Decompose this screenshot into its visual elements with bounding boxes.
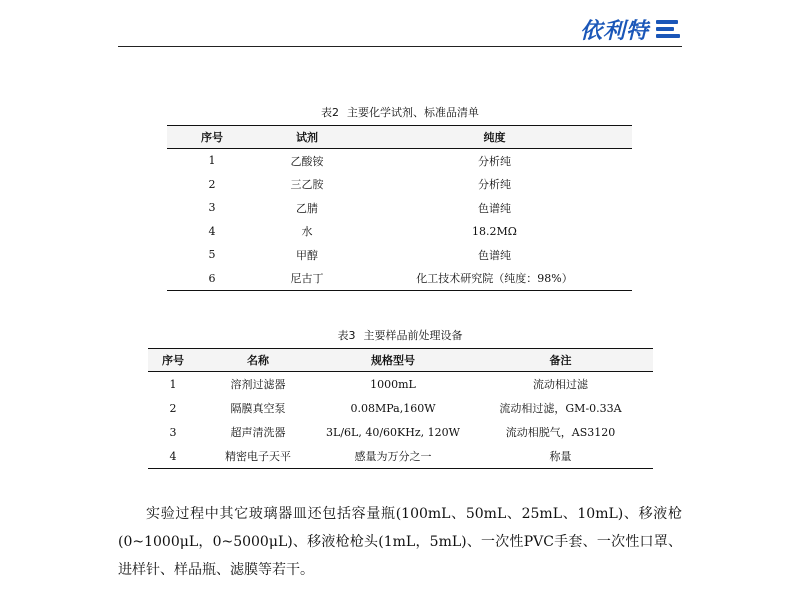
table-cell: 流动相脱气，AS3120	[505, 426, 616, 439]
table-cell: 2	[208, 177, 216, 191]
table-cell: 甲醇	[296, 248, 318, 262]
logo-bars-icon	[656, 19, 680, 39]
table-cell: 乙酸铵	[290, 154, 324, 168]
table2-caption-label: 表2	[321, 106, 339, 119]
table-cell: 1	[208, 154, 216, 168]
table3-caption-title: 主要样品前处理设备	[363, 329, 463, 342]
logo-text: 依利特	[580, 18, 650, 44]
table3-col-header: 规格型号	[318, 349, 468, 372]
brand-logo	[580, 16, 649, 42]
table2-col-header: 试剂	[257, 126, 357, 149]
table-cell: 乙腈	[296, 201, 318, 215]
table-row	[148, 420, 653, 444]
table3-col-header: 名称	[198, 349, 318, 372]
table-cell: 色谱纯	[478, 248, 511, 262]
table3-header-row	[148, 349, 653, 372]
table-cell: 4	[208, 224, 216, 238]
table-cell: 流动相过滤	[533, 378, 588, 391]
table-cell: 三乙胺	[290, 178, 324, 192]
table3-caption	[0, 327, 800, 343]
table-cell: 精密电子天平	[225, 450, 291, 463]
table-row	[167, 196, 632, 220]
table-cell: 18.2MΩ	[472, 224, 517, 238]
table-cell: 流动相过滤，GM-0.33A	[499, 402, 622, 415]
table-cell: 化工技术研究院（纯度：98%）	[416, 272, 573, 286]
table-cell: 色谱纯	[478, 201, 511, 215]
table-cell: 3L/6L, 40/60KHz, 120W	[326, 425, 460, 439]
table2-col-header: 纯度	[357, 126, 632, 149]
table2-col-header: 序号	[167, 126, 257, 149]
table3	[148, 348, 653, 469]
table-cell: 3	[169, 425, 177, 439]
table-cell: 尼古丁	[290, 272, 324, 286]
table-cell: 感量为万分之一	[354, 450, 432, 463]
table-cell: 分析纯	[478, 154, 511, 168]
table-row	[148, 396, 653, 420]
table-cell: 1	[169, 377, 177, 391]
table3-col-header: 备注	[468, 349, 653, 372]
table2-header-row	[167, 126, 632, 149]
body-paragraph: 实验过程中其它玻璃器皿还包括容量瓶(100mL、50mL、25mL、10mL)、移液枪(0~1000μL，0~5000μL)、移液枪枪头(1mL，5mL)、一次性PVC手套、一次性口罩、进样针、样品瓶、滤膜等若干。	[118, 506, 682, 578]
table-cell: 1000mL	[370, 377, 416, 391]
header-rule	[118, 46, 682, 47]
table-row	[167, 149, 632, 173]
table-cell: 3	[208, 201, 216, 215]
table-cell: 隔膜真空泵	[230, 402, 286, 415]
table-cell: 5	[208, 248, 216, 262]
table2-caption	[0, 104, 800, 120]
table-cell: 称量	[549, 450, 572, 463]
table-cell: 超声清洗器	[230, 426, 286, 439]
table-row	[148, 444, 653, 469]
table-row	[148, 372, 653, 397]
table3-caption-label: 表3	[337, 329, 356, 342]
table-row	[167, 220, 632, 244]
table3-col-header: 序号	[148, 349, 198, 372]
table-cell: 4	[169, 449, 177, 463]
table-cell: 分析纯	[478, 178, 511, 192]
table-cell: 0.08MPa,160W	[350, 401, 436, 415]
table-row	[167, 173, 632, 197]
table2	[167, 125, 632, 291]
table2-caption-title: 主要化学试剂、标准品清单	[347, 106, 479, 119]
table-cell: 2	[169, 401, 177, 415]
table-row	[167, 267, 632, 291]
table-cell: 水	[301, 225, 313, 239]
table-row	[167, 243, 632, 267]
table-cell: 6	[208, 271, 216, 285]
table-cell: 溶剂过滤器	[230, 378, 286, 391]
